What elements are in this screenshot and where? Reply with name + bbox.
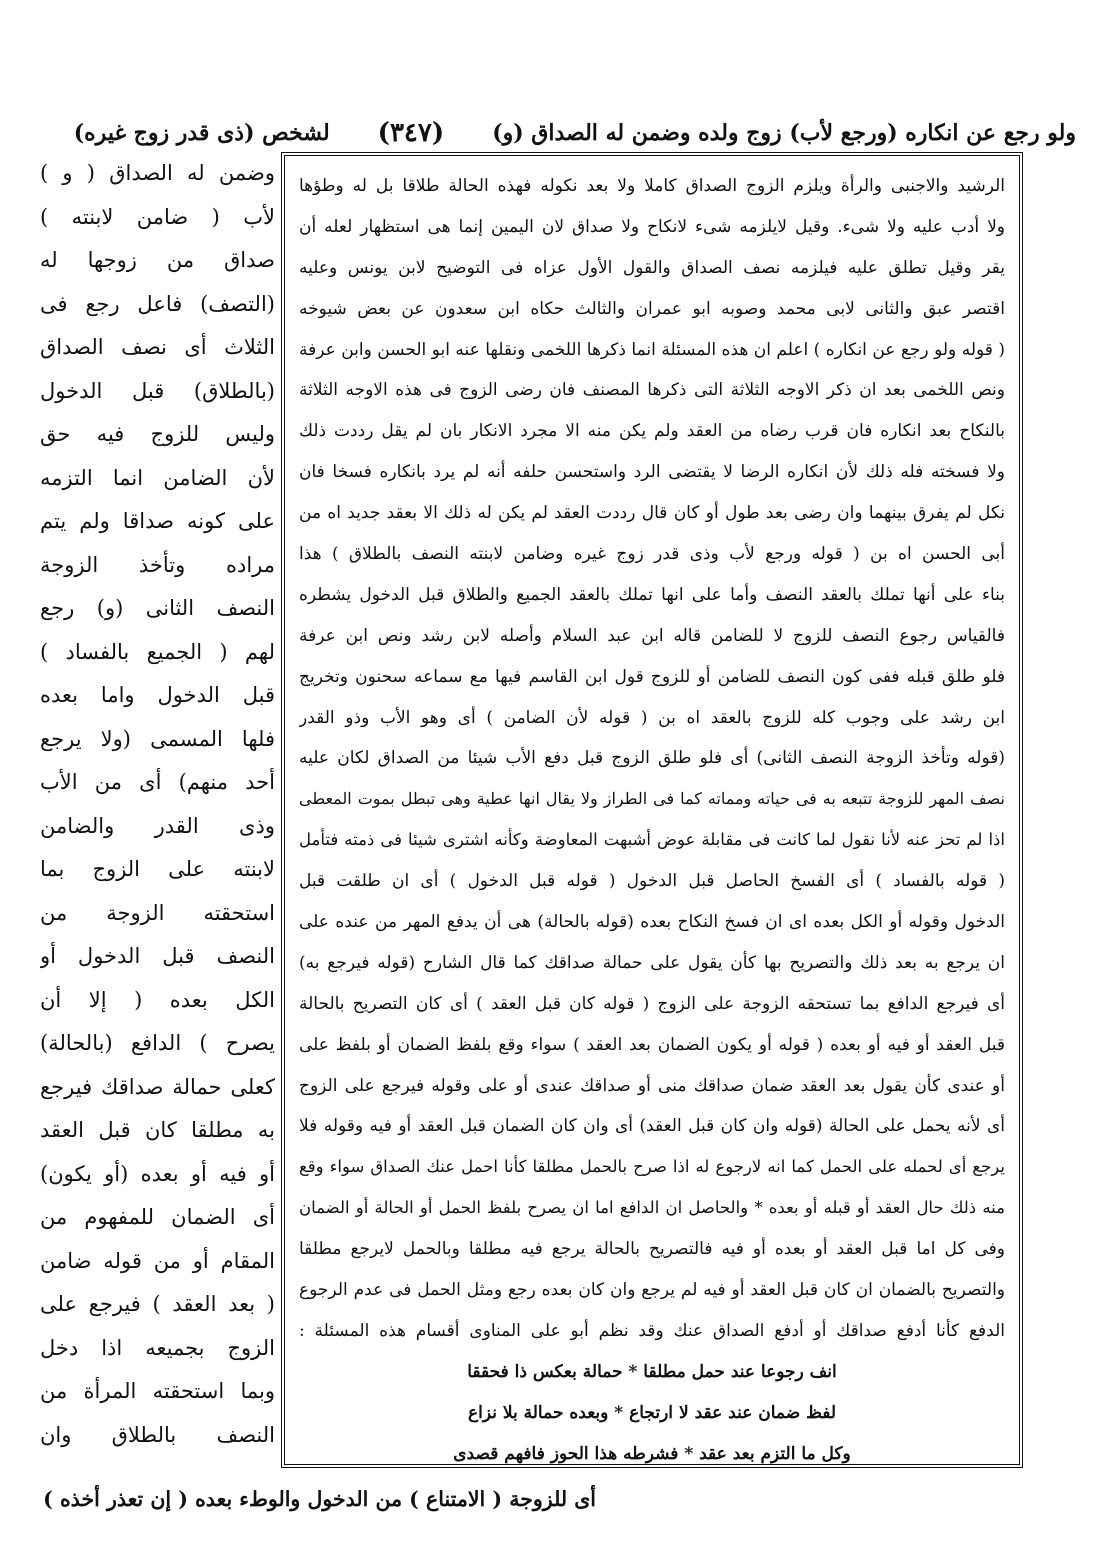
margin-line: وليس للزوج فيه حق [40, 422, 275, 446]
commentary-line: الدفع كأنا أدفع صداقك أو أدفع الصداق عنك وقد نظم أبو على المناوى أقسام هذه المسئلة : [299, 1320, 1005, 1341]
margin-line: قبل الدخول واما بعده [40, 683, 275, 707]
commentary-line: (قوله وتأخذ الزوجة النصف الثانى) أى فلو طلق الزوج قبل دفع الأب شيئا من الصداق لكان عليه [299, 748, 1005, 769]
commentary-line: فلو طلق قبله ففى كون النصف للضامن أو للزوج قول ابن القاسم فيها مع سماعه سحنون وتخريج [299, 666, 1005, 687]
commentary-line: فالقياس رجوع النصف للزوج لا للضامن قاله ابن عبد السلام وأصله لابن رشد ونص ابن عرفة [299, 625, 1005, 646]
page-footer: أى للزوجة ( الامتناع ) من الدخول والوطء بعده ( إن تعذر أخذه ) [43, 1487, 596, 1511]
margin-line: المقام أو من قوله ضامن [40, 1248, 275, 1273]
margin-line: الزوج بجميعه اذا دخل [40, 1335, 275, 1360]
margin-line: به مطلقا كان قبل العقد [40, 1118, 275, 1142]
running-head-left: لشخص (ذى قدر زوج غيره) [73, 120, 330, 146]
commentary-line: أى لأنه يحمل على الحالة (قوله وان كان قبل العقد) أى وان كان الضمان قبل العقد أو فيه وقوله فلا [299, 1116, 1005, 1137]
margin-line: لأب ( ضامن لابنته ) [40, 204, 275, 229]
commentary-line: قبل العقد أو فيه أو بعده ( قوله أو يكون الضمان بعد العقد ) سواء وقع بلفظ الضمان أو بلفظ على [299, 1034, 1005, 1055]
margin-line: النصف الثانى (و) رجع [40, 596, 275, 620]
commentary-line: اذا لم تحز عنه لأنا نقول لما كانت فى مقابلة عوض أشبهت المعاوضة وكأنه اشترى شيئا فى ذمته فتأمل [299, 830, 1005, 850]
margin-line: استحقته الزوجة من [40, 900, 275, 925]
commentary-line: ابن رشد على وجوب كله للزوج بالعقد اه بن ( قوله لأن الضامن ) أى وهو الأب وذو القدر [299, 707, 1005, 728]
margin-line: وضمن له الصداق ( و ) [40, 161, 275, 185]
margin-line: لأن الضامن انما التزمه [40, 465, 275, 490]
margin-line: النصف قبل الدخول أو [40, 944, 275, 968]
margin-line: صداق من زوجها له [40, 248, 275, 272]
commentary-line: نصف المهر للزوجة تتبعه به فى حياته ومماته كما فى الطراز ولا يقال انها عطية وهى تبطل بموت المعطى [299, 789, 1005, 809]
poem-verse: انف رجوعا عند حمل مطلقا * حمالة بعكس ذا فحققا [467, 1361, 837, 1382]
running-head-right: ولو رجع عن انكاره (ورجع لأب) زوج ولده وضمن له الصداق (و) [492, 120, 1076, 146]
margin-line: على كونه صداقا ولم يتم [40, 509, 275, 533]
commentary-line: ( قوله بالفساد ) أى الفسخ الحاصل قبل الدخول ( قوله قبل الدخول ) أى ان طلقت قبل [299, 871, 1005, 892]
margin-line: وذى القدر والضامن [40, 813, 275, 838]
margin-line: أو فيه أو بعده (أو يكون) [40, 1161, 275, 1186]
margin-line: كعلى حمالة صداقك فيرجع [40, 1074, 275, 1099]
margin-line: فلها المسمى (ولا يرجع [40, 726, 275, 751]
margin-commentary-column [40, 152, 275, 1452]
commentary-line: ان يرجع به بعد ذلك والتصريح بها كأن يقول على حمالة صداقك كما قال الشارح (قوله فيرجع به) [299, 952, 1005, 973]
commentary-line: بالنكاح بعد انكاره فان قرب رضاه من العقد ولم يكن منه الا مجرد الانكار بان لم يقل رددت ذلك [299, 421, 1005, 442]
page-header [73, 112, 1076, 154]
commentary-line: أى فيرجع الدافع بما تستحقه الزوجة على الزوج ( قوله كان قبل العقد ) أى كان التصريح بالحالة [299, 993, 1005, 1014]
commentary-line: أو عندى كأن يقول بعد العقد ضمان صداقك منى أو صداقك عندى أو على وقوله فيرجع على الزوج [299, 1075, 1005, 1096]
commentary-line: الرشيد والاجنبى والرأة ويلزم الزوج الصداق كاملا ولا بعد نكوله فهذه الحالة طلاقا بل له وطؤها [299, 176, 1005, 196]
margin-line: (بالطلاق) قبل الدخول [40, 378, 275, 403]
commentary-line: بناء على أنها تملك بالعقد النصف وأما على انها تملك بالعقد الجميع والطلاق قبل الدخول يشطره [299, 584, 1005, 605]
poem-verse: لفظ ضمان عند عقد لا ارتجاع * وبعده حمالة بلا نزاع [467, 1402, 837, 1423]
margin-line: وبما استحقته المرأة من [40, 1379, 275, 1403]
commentary-line: يرجع أى لحمله على الحمل كما انه لارجوع له اذا صرح بالحمل مطلقا كأنا احمل عنك الصداق سواء وقع [299, 1157, 1005, 1177]
margin-line: لابنته على الزوج بما [40, 857, 275, 881]
margin-line: يصرح ) الدافع (بالحالة) [40, 1031, 275, 1055]
margin-line: النصف بالطلاق وان [40, 1422, 275, 1447]
margin-line: (التصف) فاعل رجع فى [40, 291, 275, 316]
commentary-line: اقتصر عبق والثانى لابى محمد وصوبه ابو عمران والثالث حكاه ابن سعدون عن بعض شيوخه [299, 298, 1005, 319]
commentary-line: منه ذلك حال العقد أو قبله أو بعده * والحاصل ان الدافع اما ان يصرح بلفظ الحمل أو الحالة أو الضمان [299, 1198, 1005, 1218]
commentary-line: ولا فسخته فله ذلك لأن انكاره الرضا لا يقتضى الرد واستحسن حلفه أنه لم يرد بانكاره فسخا فان [299, 462, 1005, 483]
commentary-line: ( قوله ولو رجع عن انكاره ) اعلم ان هذه المسئلة انما ذكرها اللخمى ونقلها عنه ابو الحسن وابن عرفة [299, 339, 1005, 360]
commentary-line: والتصريح بالضمان ان كان قبل العقد أو فيه لم يرجع وان كان بعده رجع ومثل الحمل فى عدم الرجوع [299, 1280, 1005, 1301]
margin-line: مراده وتأخذ الزوجة [40, 552, 275, 577]
commentary-line: يقر وقيل تطلق عليه فيلزمه نصف الصداق والقول الأول عزاه فى التوضيح لابن يونس وعليه [299, 257, 1005, 278]
margin-line: الثلاث أى نصف الصداق [40, 335, 275, 359]
margin-line: أحد منهم) أى من الأب [40, 770, 275, 794]
commentary-line: الدخول وقوله أو الكل بعده اى ان فسخ النكاح بعده (قوله بالحالة) هى أن يدفع المهر من عنده على [299, 912, 1005, 933]
main-commentary-text [299, 166, 1005, 1464]
commentary-line: نكل لم يفرق بينهما وان رضى بعد طول أو كان قال رددت العقد لم يكن له ذلك الا بعقد جديد اه من [299, 503, 1005, 524]
page-number: (٣٤٧) [377, 118, 445, 148]
commentary-line: ونص اللخمى بعد ان ذكر الاوجه الثلاثة التى ذكرها المصنف فان رضى الزوج فى هذه الاوجه الثلاثة [299, 380, 1005, 401]
poem-verse: وكل ما التزم بعد عقد * فشرطه هذا الحوز فافهم قصدى [453, 1443, 851, 1464]
main-commentary-frame [281, 152, 1023, 1468]
margin-line: ( بعد العقد ) فيرجع على [40, 1292, 275, 1316]
commentary-line: وفى كل اما قبل العقد أو بعده أو فيه فالتصريح بالحالة يرجع فيه مطلقا وبالحمل لايرجع مطلقا [299, 1239, 1005, 1260]
margin-line: لهم ( الجميع بالفساد ) [40, 639, 275, 664]
margin-line: أى الضمان للمفهوم من [40, 1205, 275, 1229]
commentary-line: أبى الحسن اه بن ( قوله ورجع لأب وذى قدر زوج غيره وضامن لابنته النصف بالطلاق ) هذا [299, 544, 1005, 565]
margin-line: الكل بعده ( إلا أن [40, 987, 275, 1012]
commentary-line: ولا أدب عليه ولا شىء. وقيل لايلزمه شىء لانكاح ولا صداق لان اليمين إنما هى استظهار لعله أن [299, 216, 1005, 237]
